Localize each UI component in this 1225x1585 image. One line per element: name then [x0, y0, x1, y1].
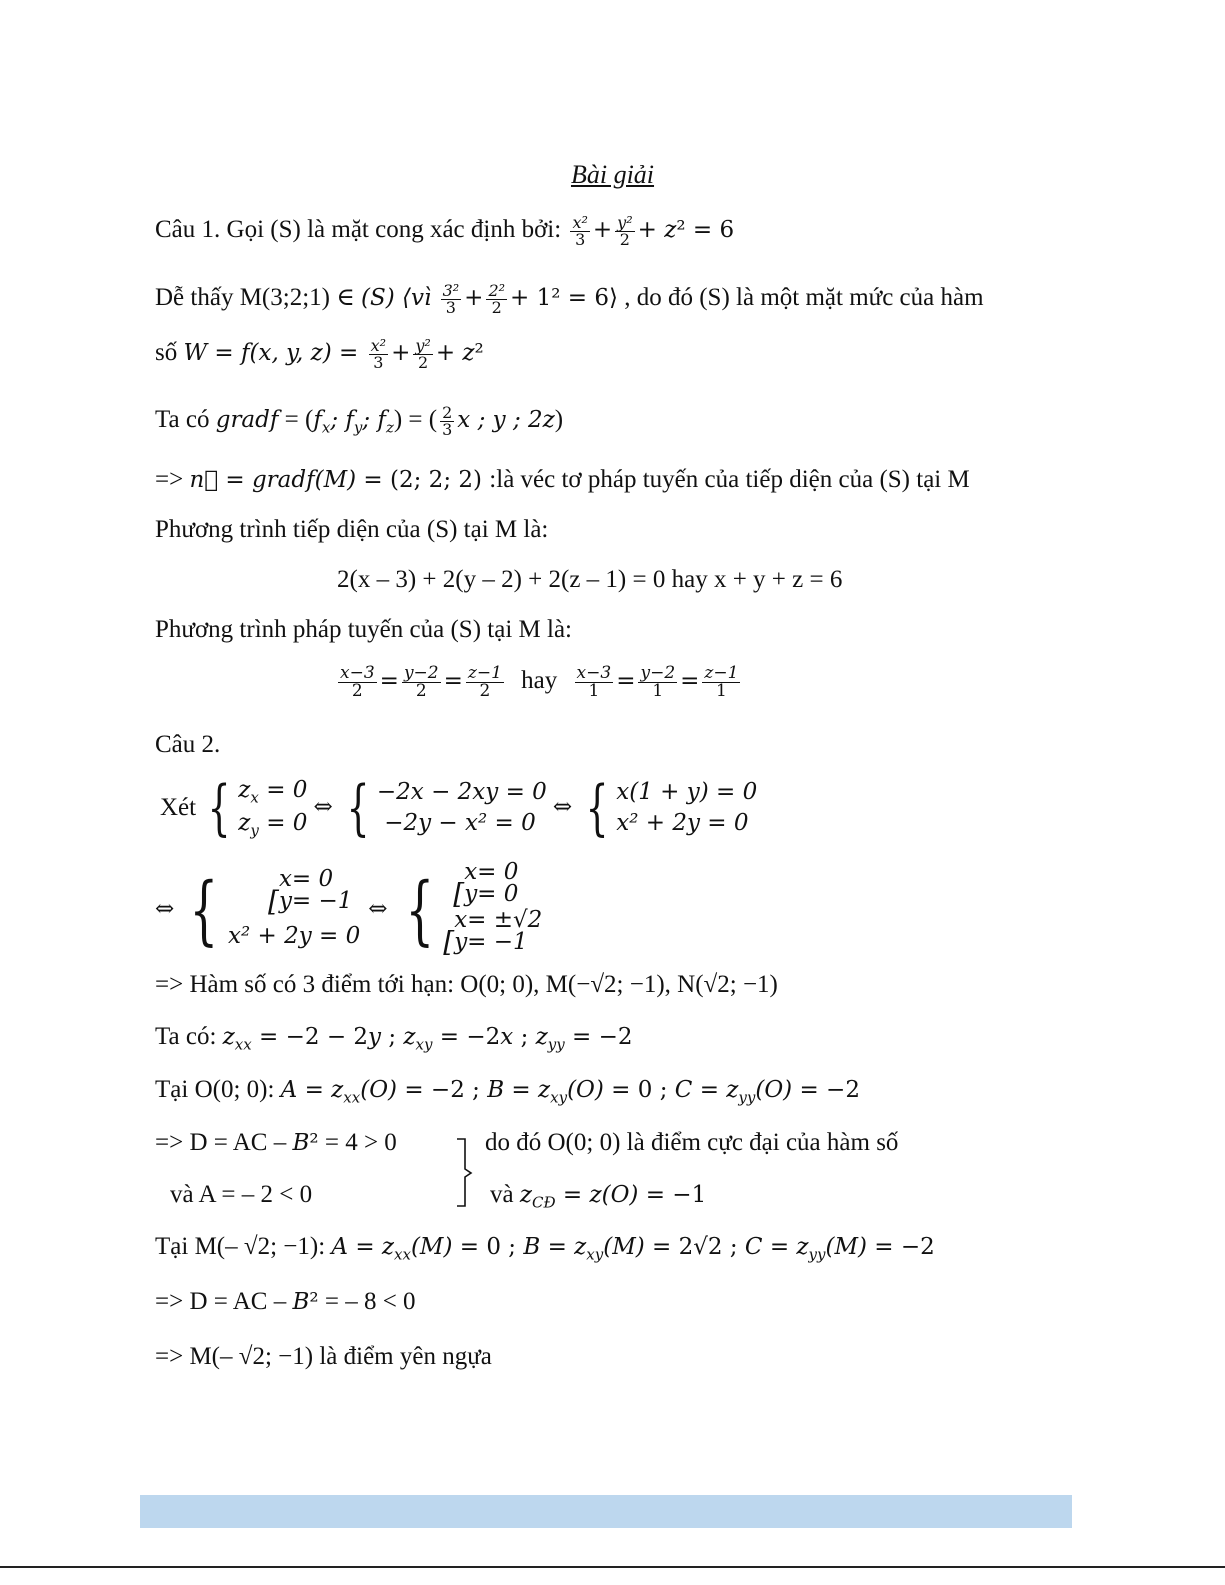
at-point-m: Tại M(– √2; −1): $A = z_{xx}(M) = 0$ ; $B = z_{xy}(M) = 2√2$ ; $C = z_{yy}(M) = -2$: [155, 1233, 935, 1264]
system-equations-1: Xét { $z_x = 0$ $z_y = 0$ ⇔ { −2x − 2xy = 0 −2y − x² = 0 ⇔ { x(1 + y) = 0 x² + 2y = 0: [160, 772, 758, 843]
discriminant-m: => D = AC – B² = – 8 < 0: [155, 1288, 416, 1315]
xet-text: Xét: [160, 793, 197, 821]
local-max-text: do đó O(0; 0) là điểm cực đại của hàm số: [485, 1129, 899, 1156]
hay-text: hay: [521, 667, 558, 695]
cau1-line-5: => n⃗ = gradf(M) = (2; 2; 2) :là véc tơ pháp tuyến của tiếp diện của (S) tại M: [155, 466, 970, 493]
level-surface-text: , do đó (S) là một mặt mức của hàm: [624, 284, 984, 312]
tai-m-text: Tại M(– √2; −1):: [155, 1233, 326, 1260]
ta-co-2-text: Ta có:: [155, 1023, 217, 1050]
va-z-text: và: [490, 1181, 514, 1208]
d2-left: => D = AC –: [155, 1288, 293, 1315]
right-brace-icon: [455, 1135, 475, 1210]
point-m-text: Dễ thấy M(3;2;1) ∈: [155, 284, 355, 312]
footer-bar: [140, 1495, 1072, 1528]
second-derivatives: Ta có: $z_{xx} = -2 - 2y$ ; $z_{xy} = -2x$ ; $z_{yy} = -2$: [155, 1023, 633, 1054]
page-bottom-rule: [0, 1566, 1225, 1568]
tangent-plane-equation: 2(x – 3) + 2(y – 2) + 2(z – 1) = 0 hay x + y + z = 6: [337, 566, 843, 593]
tai-o-text: Tại O(0; 0):: [155, 1076, 275, 1103]
frac-x2-3b: $\frac{\text{x²}}{3}$: [370, 336, 387, 372]
a-negative-text: và A = – 2 < 0: [170, 1181, 313, 1208]
critical-points-text: => Hàm số có 3 điểm tới hạn: O(0; 0), M(−√2; −1), N(√2; −1): [155, 971, 778, 998]
max-value: và $z_{CĐ} = z(O) = -1$: [490, 1181, 707, 1212]
frac-32-3: $\frac{\text{3²}}{3}$: [442, 281, 460, 317]
frac-22-2: $\frac{\text{2²}}{2}$: [488, 281, 506, 317]
cau2-heading: Câu 2.: [155, 731, 221, 758]
cau1-line-6: Phương trình tiếp diện của (S) tại M là:: [155, 516, 549, 543]
at-point-o: Tại O(0; 0): $A = z_{xx}(O) = -2$ ; $B = z_{xy}(O) = 0$ ; $C = z_{yy}(O) = -2$: [155, 1076, 860, 1107]
cau1-intro: Câu 1. Gọi (S) là mặt cong xác định bởi:: [155, 216, 562, 244]
d1-left: => D = AC –: [155, 1129, 293, 1156]
frac-y2-2b: $\frac{\text{y²}}{2}$: [415, 336, 431, 372]
frac-x2-3: $\frac{\text{x²}}{3}$: [572, 213, 588, 249]
discriminant-o: => D = AC – B² = 4 > 0: [155, 1129, 397, 1156]
cau1-line-8: Phương trình pháp tuyến của (S) tại M là:: [155, 616, 572, 643]
ta-co-text: Ta có: [155, 406, 210, 434]
frac-y2-2: $\frac{\text{y²}}{2}$: [617, 213, 633, 249]
saddle-point-text: => M(– √2; −1) là điểm yên ngựa: [155, 1343, 492, 1370]
so-text: số: [155, 339, 178, 367]
normal-vector-text: :là véc tơ pháp tuyến của tiếp diện của (S) tại M: [489, 466, 970, 493]
system-equations-2: ⇔ { [ x= 0 y= −1 x² + 2y = 0 ⇔ { [ x= 0 y= 0 [ x= ±√2 y= −1: [155, 859, 543, 959]
normal-line-equation: $\frac{x-3}{2}$ = $\frac{y-2}{2}$ = $\frac{z-1}{2}$ hay $\frac{x-3}{1}$ = $\frac{y-2}{1}$ = $\frac{z-1}{1}$: [340, 663, 739, 701]
d2-right: = – 8 < 0: [318, 1288, 416, 1315]
page-title: Bài giải: [570, 160, 655, 189]
cau1-line-1: Câu 1. Gọi (S) là mặt cong xác định bởi: $\frac{\text{x²}}{3}$ + $\frac{\text{y²}}{2}$ + z² = 6: [155, 213, 735, 249]
frac-2-3: $\frac{2}{3}$: [442, 403, 453, 439]
cau1-line-2: Dễ thấy M(3;2;1) ∈ (S) ⟨vì $\frac{\text{3²}}{3}$ + $\frac{\text{2²}}{2}$ + 1² = 6⟩ , do đó (S) là một mặt mức của hàm: [155, 281, 984, 317]
cau1-line-3: số W = f(x, y, z) = $\frac{\text{x²}}{3}$ + $\frac{\text{y²}}{2}$ + z²: [155, 336, 484, 372]
cau1-line-4: Ta có gradf = ($f_x$; $f_y$; $f_z$) = ( $\frac{2}{3}$ x ; y ; 2z): [155, 403, 564, 439]
d1-right: = 4 > 0: [318, 1129, 397, 1156]
